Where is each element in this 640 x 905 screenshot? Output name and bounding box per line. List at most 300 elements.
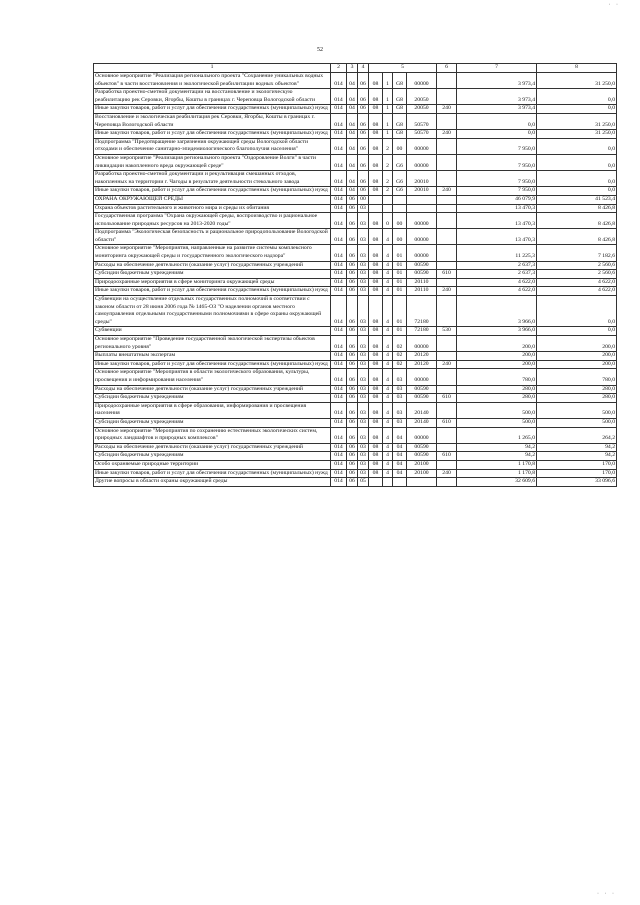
row-section: 06 — [347, 296, 358, 327]
table-row — [94, 204, 617, 213]
row-subsection: 06 — [358, 73, 369, 89]
row-amount-year2: 33 096,6 — [537, 478, 617, 487]
row-expense-type: 610 — [437, 394, 457, 403]
row-name: Разработка проектно-сметной документации и рекультивация смешанных отходов, накопленных на территории г. Чагоды в результате деятельности стекольного завода — [94, 171, 331, 187]
row-expense-type — [437, 204, 457, 213]
table-row — [94, 385, 617, 394]
row-target-article-subprogram: 4 — [383, 352, 393, 361]
row-target-article-program — [369, 204, 383, 213]
row-target-article-direction: 20140 — [407, 402, 437, 418]
row-amount-year1: 4 622,0 — [457, 278, 537, 287]
row-subsection: 03 — [358, 278, 369, 287]
row-name: Иные закупки товаров, работ и услуг для обеспечения государственных (муниципальных) нужд — [94, 187, 331, 196]
row-target-article-subprogram: 4 — [383, 460, 393, 469]
row-section: 06 — [347, 245, 358, 261]
row-amount-year1: 3 973,4 — [457, 105, 537, 114]
row-amount-year2: 8 426,8 — [537, 204, 617, 213]
row-target-article-direction: 00000 — [407, 427, 437, 443]
row-amount-year2: 0,0 — [537, 187, 617, 196]
row-subsection: 00 — [358, 195, 369, 204]
row-subsection: 03 — [358, 229, 369, 245]
row-target-article-direction: 20050 — [407, 89, 437, 105]
table-row — [94, 73, 617, 89]
row-target-article-measure: G6 — [393, 154, 407, 170]
row-amount-year2: 2 560,6 — [537, 261, 617, 270]
row-amount-year2: 0,0 — [537, 171, 617, 187]
row-section: 06 — [347, 270, 358, 279]
table-row — [94, 360, 617, 369]
row-name: Разработка проектно-сметной документации на восстановление и экологическую реабилитацию рек Серовки, Ягорбы, Кошты в границах г. Череповца Вологодской области — [94, 89, 331, 105]
row-name: Иные закупки товаров, работ и услуг для обеспечения государственных (муниципальных) нужд — [94, 469, 331, 478]
row-expense-type: 240 — [437, 130, 457, 139]
row-name: Подпрограмма "Предотвращение загрязнения окружающей среды Вологодской области отходами и обеспечение санитарно-эпидемиологического благополучия населения" — [94, 138, 331, 154]
row-amount-year1: 200,0 — [457, 336, 537, 352]
row-subsection: 03 — [358, 204, 369, 213]
row-admin-code: 014 — [331, 73, 347, 89]
row-amount-year1: 280,0 — [457, 385, 537, 394]
header-col-4: 4 — [358, 64, 369, 73]
table-row — [94, 402, 617, 418]
row-name: Основное мероприятие "Мероприятия в области экологического образования, культуры, просвещения и информирования населения" — [94, 369, 331, 385]
row-target-article-program: 08 — [369, 187, 383, 196]
row-target-article-program: 08 — [369, 113, 383, 129]
row-expense-type — [437, 296, 457, 327]
row-admin-code: 014 — [331, 154, 347, 170]
row-target-article-program — [369, 195, 383, 204]
row-expense-type — [437, 195, 457, 204]
row-target-article-measure: 04 — [393, 460, 407, 469]
row-amount-year1: 7 950,0 — [457, 138, 537, 154]
row-amount-year1: 3 973,4 — [457, 73, 537, 89]
table-row — [94, 229, 617, 245]
row-expense-type — [437, 402, 457, 418]
row-target-article-measure: 03 — [393, 385, 407, 394]
row-amount-year1: 94,2 — [457, 443, 537, 452]
row-expense-type: 610 — [437, 418, 457, 427]
row-section: 06 — [347, 369, 358, 385]
budget-table — [93, 63, 617, 487]
row-target-article-direction: 00000 — [407, 336, 437, 352]
row-target-article-subprogram: 1 — [383, 105, 393, 114]
row-target-article-measure: G8 — [393, 73, 407, 89]
row-admin-code: 014 — [331, 171, 347, 187]
row-expense-type — [437, 73, 457, 89]
page-number: 52 — [317, 47, 323, 53]
row-target-article-measure: 01 — [393, 270, 407, 279]
row-admin-code: 014 — [331, 402, 347, 418]
row-amount-year1: 13 470,3 — [457, 213, 537, 229]
row-subsection: 03 — [358, 270, 369, 279]
row-target-article-direction: 00590 — [407, 385, 437, 394]
row-section: 06 — [347, 469, 358, 478]
row-target-article-subprogram: 4 — [383, 402, 393, 418]
header-col-7: 7 — [457, 64, 537, 73]
row-name: Иные закупки товаров, работ и услуг для обеспечения государственных (муниципальных) нужд — [94, 105, 331, 114]
row-subsection: 03 — [358, 418, 369, 427]
row-target-article-direction — [407, 195, 437, 204]
row-amount-year2: 500,0 — [537, 402, 617, 418]
row-name: Охрана объектов растительного и животного мира и среды их обитания — [94, 204, 331, 213]
row-target-article-direction: 20110 — [407, 287, 437, 296]
row-subsection: 06 — [358, 138, 369, 154]
row-target-article-program: 08 — [369, 327, 383, 336]
table-body — [94, 73, 617, 487]
header-row — [94, 64, 617, 73]
table-row — [94, 418, 617, 427]
row-target-article-program: 08 — [369, 469, 383, 478]
row-target-article-subprogram: 4 — [383, 469, 393, 478]
row-target-article-measure: 03 — [393, 369, 407, 385]
row-expense-type — [437, 478, 457, 487]
row-target-article-subprogram: 4 — [383, 261, 393, 270]
row-target-article-measure — [393, 204, 407, 213]
row-target-article-measure: 00 — [393, 213, 407, 229]
row-admin-code: 014 — [331, 418, 347, 427]
row-amount-year1: 7 950,0 — [457, 154, 537, 170]
row-amount-year2: 94,2 — [537, 452, 617, 461]
row-expense-type — [437, 443, 457, 452]
row-target-article-measure: G8 — [393, 113, 407, 129]
row-amount-year1: 46 079,9 — [457, 195, 537, 204]
row-name: Природоохранные мероприятия в сфере мониторинга окружающей среды — [94, 278, 331, 287]
table-row — [94, 113, 617, 129]
row-target-article-subprogram: 4 — [383, 394, 393, 403]
row-target-article-direction: 20120 — [407, 360, 437, 369]
table-row — [94, 261, 617, 270]
table-row — [94, 452, 617, 461]
header-col-3: 3 — [347, 64, 358, 73]
row-target-article-direction: 20010 — [407, 171, 437, 187]
row-admin-code: 014 — [331, 113, 347, 129]
row-name: Основное мероприятие "Мероприятия, направленные на развитие системы комплексного мониторинга окружающей среды и государственного экологического надзора" — [94, 245, 331, 261]
row-target-article-measure: 00 — [393, 229, 407, 245]
table-row — [94, 394, 617, 403]
row-subsection: 03 — [358, 394, 369, 403]
row-target-article-subprogram — [383, 195, 393, 204]
row-amount-year1: 13 470,3 — [457, 229, 537, 245]
row-target-article-direction: 50570 — [407, 130, 437, 139]
row-name: Государственная программа "Охрана окружающей среды, воспроизводство и рациональное использование природных ресурсов на 2013-2020 годы" — [94, 213, 331, 229]
row-amount-year1: 200,0 — [457, 352, 537, 361]
row-amount-year1: 0,0 — [457, 130, 537, 139]
row-subsection: 03 — [358, 336, 369, 352]
row-expense-type: 240 — [437, 187, 457, 196]
row-amount-year2: 0,0 — [537, 296, 617, 327]
row-amount-year2: 8 426,8 — [537, 229, 617, 245]
row-target-article-program: 08 — [369, 352, 383, 361]
row-target-article-subprogram: 4 — [383, 336, 393, 352]
row-section: 06 — [347, 402, 358, 418]
row-amount-year2: 200,0 — [537, 352, 617, 361]
row-target-article-direction: 00590 — [407, 270, 437, 279]
row-amount-year2: 2 560,6 — [537, 270, 617, 279]
row-expense-type — [437, 171, 457, 187]
row-amount-year1: 2 637,3 — [457, 270, 537, 279]
row-target-article-program: 08 — [369, 261, 383, 270]
row-target-article-measure: 00 — [393, 138, 407, 154]
row-amount-year2: 0,0 — [537, 138, 617, 154]
row-name: Основное мероприятие "Реализация регионального проекта "Сохранение уникальных водных объектов" в части восстановления и экологической реабилитации водных объектов" — [94, 73, 331, 89]
table-row — [94, 327, 617, 336]
row-target-article-measure: G6 — [393, 187, 407, 196]
row-section: 04 — [347, 171, 358, 187]
row-target-article-program: 08 — [369, 427, 383, 443]
table-row — [94, 427, 617, 443]
row-admin-code: 014 — [331, 327, 347, 336]
row-target-article-subprogram: 1 — [383, 73, 393, 89]
row-amount-year2: 31 250,0 — [537, 130, 617, 139]
row-target-article-measure: G6 — [393, 171, 407, 187]
row-expense-type — [437, 89, 457, 105]
row-name: Субсидии бюджетным учреждениям — [94, 394, 331, 403]
row-target-article-direction: 00590 — [407, 261, 437, 270]
row-section: 06 — [347, 352, 358, 361]
row-target-article-direction — [407, 478, 437, 487]
row-target-article-direction: 00000 — [407, 73, 437, 89]
row-section: 06 — [347, 336, 358, 352]
table-row — [94, 187, 617, 196]
row-name: Основное мероприятие "Проведение государственной экологической экспертизы объектов регионального уровня" — [94, 336, 331, 352]
row-amount-year1: 32 609,6 — [457, 478, 537, 487]
row-admin-code: 014 — [331, 287, 347, 296]
row-expense-type: 240 — [437, 287, 457, 296]
row-target-article-subprogram: 4 — [383, 327, 393, 336]
row-target-article-direction: 20140 — [407, 418, 437, 427]
row-admin-code: 014 — [331, 130, 347, 139]
row-amount-year2: 0,0 — [537, 105, 617, 114]
row-target-article-program: 08 — [369, 360, 383, 369]
table-row — [94, 89, 617, 105]
corner-mark: · · — [608, 2, 620, 8]
row-name: Иные закупки товаров, работ и услуг для обеспечения государственных (муниципальных) нужд — [94, 360, 331, 369]
row-expense-type — [437, 385, 457, 394]
row-section: 06 — [347, 360, 358, 369]
row-amount-year2: 7 182,6 — [537, 245, 617, 261]
row-expense-type — [437, 229, 457, 245]
row-name: ОХРАНА ОКРУЖАЮЩЕЙ СРЕДЫ — [94, 195, 331, 204]
row-target-article-subprogram: 4 — [383, 229, 393, 245]
row-amount-year2: 264,2 — [537, 427, 617, 443]
table-row — [94, 443, 617, 452]
row-section: 06 — [347, 213, 358, 229]
row-name: Иные закупки товаров, работ и услуг для обеспечения государственных (муниципальных) нужд — [94, 130, 331, 139]
table-row — [94, 296, 617, 327]
row-expense-type — [437, 245, 457, 261]
table-row — [94, 287, 617, 296]
row-section: 04 — [347, 89, 358, 105]
row-target-article-direction: 20120 — [407, 352, 437, 361]
table-row — [94, 130, 617, 139]
row-target-article-measure: 04 — [393, 427, 407, 443]
row-target-article-direction — [407, 204, 437, 213]
row-target-article-subprogram — [383, 478, 393, 487]
row-admin-code: 014 — [331, 469, 347, 478]
row-target-article-measure: 01 — [393, 261, 407, 270]
row-target-article-measure: 02 — [393, 336, 407, 352]
row-amount-year1: 1 170,8 — [457, 460, 537, 469]
table-row — [94, 270, 617, 279]
row-admin-code: 014 — [331, 195, 347, 204]
row-target-article-direction: 20100 — [407, 460, 437, 469]
row-subsection: 06 — [358, 113, 369, 129]
row-admin-code: 014 — [331, 270, 347, 279]
table-row — [94, 352, 617, 361]
row-target-article-measure: 04 — [393, 443, 407, 452]
table-row — [94, 478, 617, 487]
table-row — [94, 171, 617, 187]
row-target-article-subprogram: 4 — [383, 385, 393, 394]
row-target-article-program: 08 — [369, 394, 383, 403]
row-section: 06 — [347, 195, 358, 204]
row-section: 06 — [347, 427, 358, 443]
row-amount-year1: 94,2 — [457, 452, 537, 461]
row-target-article-measure: 01 — [393, 278, 407, 287]
row-section: 06 — [347, 278, 358, 287]
row-amount-year1: 500,0 — [457, 418, 537, 427]
row-subsection: 03 — [358, 369, 369, 385]
row-target-article-program — [369, 478, 383, 487]
row-expense-type — [437, 278, 457, 287]
row-amount-year2: 8 426,8 — [537, 213, 617, 229]
row-subsection: 03 — [358, 469, 369, 478]
row-section: 06 — [347, 460, 358, 469]
row-target-article-measure — [393, 478, 407, 487]
row-subsection: 06 — [358, 105, 369, 114]
row-name: Особо охраняемые природные территории — [94, 460, 331, 469]
row-amount-year2: 200,0 — [537, 360, 617, 369]
row-subsection: 03 — [358, 296, 369, 327]
row-target-article-measure — [393, 195, 407, 204]
row-section: 06 — [347, 478, 358, 487]
row-admin-code: 014 — [331, 229, 347, 245]
row-amount-year2: 4 622,0 — [537, 278, 617, 287]
row-amount-year2: 31 250,0 — [537, 113, 617, 129]
row-target-article-measure: 04 — [393, 452, 407, 461]
table-row — [94, 460, 617, 469]
row-amount-year1: 1 265,0 — [457, 427, 537, 443]
row-section: 06 — [347, 229, 358, 245]
row-target-article-direction: 20010 — [407, 187, 437, 196]
row-target-article-direction: 00000 — [407, 369, 437, 385]
row-target-article-subprogram: 4 — [383, 452, 393, 461]
row-amount-year2: 0,0 — [537, 154, 617, 170]
row-target-article-subprogram: 4 — [383, 427, 393, 443]
row-name: Основное мероприятие "Реализация регионального проекта "Оздоровление Волги" в части ликвидации накопленного вреда окружающей среде" — [94, 154, 331, 170]
row-target-article-subprogram: 0 — [383, 213, 393, 229]
row-admin-code: 014 — [331, 138, 347, 154]
row-target-article-program: 08 — [369, 452, 383, 461]
row-target-article-program: 08 — [369, 278, 383, 287]
row-target-article-subprogram: 4 — [383, 296, 393, 327]
row-target-article-subprogram: 4 — [383, 443, 393, 452]
row-subsection: 06 — [358, 187, 369, 196]
row-expense-type: 240 — [437, 105, 457, 114]
row-name: Восстановление и экологическая реабилитация рек Серовки, Ягорбы, Кошты в границах г. Череповца Вологодской области — [94, 113, 331, 129]
row-target-article-measure: 03 — [393, 394, 407, 403]
row-target-article-direction: 50570 — [407, 113, 437, 129]
row-target-article-program: 08 — [369, 385, 383, 394]
row-target-article-direction: 00590 — [407, 394, 437, 403]
header-col-6: 6 — [437, 64, 457, 73]
row-subsection: 03 — [358, 327, 369, 336]
row-amount-year1: 3 973,4 — [457, 89, 537, 105]
row-target-article-program: 08 — [369, 154, 383, 170]
row-target-article-subprogram: 2 — [383, 138, 393, 154]
corner-mark: · · · — [597, 891, 616, 897]
row-target-article-program: 08 — [369, 460, 383, 469]
row-target-article-program: 08 — [369, 213, 383, 229]
row-expense-type — [437, 154, 457, 170]
row-target-article-direction: 20050 — [407, 105, 437, 114]
row-target-article-subprogram: 1 — [383, 113, 393, 129]
row-subsection: 05 — [358, 478, 369, 487]
row-target-article-program: 08 — [369, 245, 383, 261]
row-expense-type — [437, 352, 457, 361]
row-subsection: 03 — [358, 245, 369, 261]
row-name: Субсидии бюджетным учреждениям — [94, 270, 331, 279]
row-section: 06 — [347, 261, 358, 270]
row-amount-year2: 280,0 — [537, 385, 617, 394]
row-target-article-program: 08 — [369, 89, 383, 105]
row-target-article-measure: 01 — [393, 245, 407, 261]
row-subsection: 03 — [358, 427, 369, 443]
row-admin-code: 014 — [331, 261, 347, 270]
row-target-article-measure: G8 — [393, 89, 407, 105]
row-target-article-subprogram — [383, 204, 393, 213]
row-amount-year1: 2 637,3 — [457, 261, 537, 270]
row-section: 04 — [347, 130, 358, 139]
row-target-article-direction: 00000 — [407, 229, 437, 245]
row-section: 04 — [347, 187, 358, 196]
header-col-2: 2 — [331, 64, 347, 73]
row-admin-code: 014 — [331, 278, 347, 287]
row-amount-year1: 3 966,0 — [457, 296, 537, 327]
row-target-article-direction: 00000 — [407, 213, 437, 229]
table-row — [94, 138, 617, 154]
row-target-article-program: 08 — [369, 369, 383, 385]
row-admin-code: 014 — [331, 360, 347, 369]
row-target-article-program: 08 — [369, 138, 383, 154]
row-target-article-direction: 72180 — [407, 296, 437, 327]
row-target-article-subprogram: 2 — [383, 171, 393, 187]
row-admin-code: 014 — [331, 394, 347, 403]
row-admin-code: 014 — [331, 89, 347, 105]
row-target-article-subprogram: 4 — [383, 245, 393, 261]
row-amount-year2: 0,0 — [537, 327, 617, 336]
row-amount-year2: 280,0 — [537, 394, 617, 403]
table-row — [94, 105, 617, 114]
row-target-article-direction: 00590 — [407, 443, 437, 452]
row-expense-type — [437, 369, 457, 385]
row-target-article-direction: 20110 — [407, 278, 437, 287]
table-row — [94, 278, 617, 287]
row-amount-year1: 3 966,0 — [457, 327, 537, 336]
row-target-article-direction: 00000 — [407, 138, 437, 154]
row-amount-year2: 200,0 — [537, 336, 617, 352]
row-subsection: 03 — [358, 360, 369, 369]
row-target-article-program: 08 — [369, 443, 383, 452]
row-amount-year2: 500,0 — [537, 418, 617, 427]
row-amount-year1: 0,0 — [457, 113, 537, 129]
row-subsection: 06 — [358, 89, 369, 105]
row-target-article-direction: 20100 — [407, 469, 437, 478]
row-name: Субсидии бюджетным учреждениям — [94, 418, 331, 427]
row-section: 06 — [347, 452, 358, 461]
row-subsection: 03 — [358, 385, 369, 394]
row-target-article-measure: 02 — [393, 352, 407, 361]
row-name: Расходы на обеспечение деятельности (оказание услуг) государственных учреждений — [94, 443, 331, 452]
row-amount-year1: 500,0 — [457, 402, 537, 418]
